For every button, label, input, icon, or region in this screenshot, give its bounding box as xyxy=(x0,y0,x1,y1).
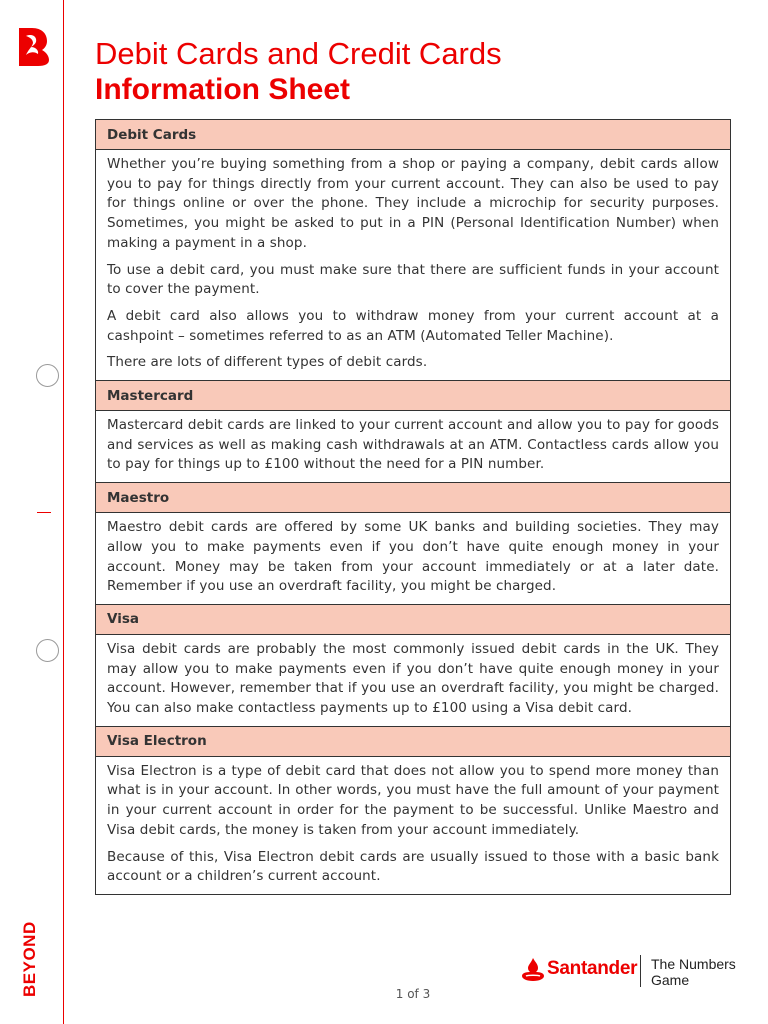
santander-logo xyxy=(522,957,637,981)
side-brand-text: BEYOND xyxy=(20,921,39,997)
section-body-mastercard xyxy=(95,411,731,483)
section-heading-maestro: Maestro xyxy=(95,483,731,513)
brand-logo-icon xyxy=(16,26,50,66)
section-heading-visa: Visa xyxy=(95,605,731,635)
section-body-visa xyxy=(95,635,731,727)
page-number: 1 of 3 xyxy=(395,987,431,1001)
tagline xyxy=(651,956,736,988)
section-heading-visa-electron: Visa Electron xyxy=(95,727,731,757)
margin-line xyxy=(63,0,64,1024)
paragraph: Mastercard debit cards are linked to your current account and allow you to pay for goods and services as well as making cash withdrawals at an ATM. Contactless cards allow you to pay for things up to £100 without the need for a PIN number. xyxy=(107,417,719,473)
paragraph: A debit card also allows you to withdraw money from your current account at a cashpoint – sometimes referred to as an ATM (Automated Teller Machine). xyxy=(107,307,719,344)
tagline-line-1: The Numbers xyxy=(651,956,736,972)
section-body-maestro xyxy=(95,513,731,605)
paragraph: There are lots of different types of debit cards. xyxy=(107,354,428,371)
footer-divider xyxy=(640,955,641,987)
section-body-debit-cards xyxy=(95,150,731,381)
page-title xyxy=(95,36,502,108)
title-line-1: Debit Cards and Credit Cards xyxy=(95,36,502,71)
section-heading-debit-cards: Debit Cards xyxy=(95,120,731,150)
tagline-line-2: Game xyxy=(651,972,690,988)
fold-mark xyxy=(37,512,51,513)
santander-flame-icon xyxy=(522,957,544,981)
punch-hole xyxy=(36,639,59,662)
paragraph: Because of this, Visa Electron debit cards are usually issued to those with a basic bank account or a children’s current account. xyxy=(107,848,719,885)
title-line-2: Information Sheet xyxy=(95,73,351,106)
paragraph: Visa Electron is a type of debit card that does not allow you to spend more money than what is in your account. In other words, you must have the full amount of your payment in your current account in order for the payment to be successful. Unlike Maestro and Visa debit cards, the money is taken from your account immediately. xyxy=(107,762,719,838)
santander-wordmark: Santander xyxy=(547,958,638,979)
punch-hole xyxy=(36,364,59,387)
section-body-visa-electron xyxy=(95,757,731,895)
paragraph: Visa debit cards are probably the most commonly issued debit cards in the UK. They may allow you to make payments even if you don’t have quite enough money in your account. However, remember that if you use an overdraft facility, you might be charged. You can also make contactless payments up to £100 using a Visa debit card. xyxy=(107,640,719,717)
paragraph: To use a debit card, you must make sure that there are sufficient funds in your account to cover the payment. xyxy=(107,261,719,298)
info-table xyxy=(95,119,731,895)
paragraph: Whether you’re buying something from a shop or paying a company, debit cards allow you to pay for things directly from your current account. They can also be used to pay for things online or over the phone. They include a microchip for security purposes. Sometimes, you might be asked to put in a PIN (Personal Identification Number) when making a payment in a shop. xyxy=(107,156,719,251)
section-heading-mastercard: Mastercard xyxy=(95,381,731,411)
paragraph: Maestro debit cards are offered by some UK banks and building societies. They may allow you to make payments even if you don’t have quite enough money in your account. Money may be taken from your account immediately or at a later date. Remember if you use an overdraft facility, you might be charged. xyxy=(107,519,719,595)
